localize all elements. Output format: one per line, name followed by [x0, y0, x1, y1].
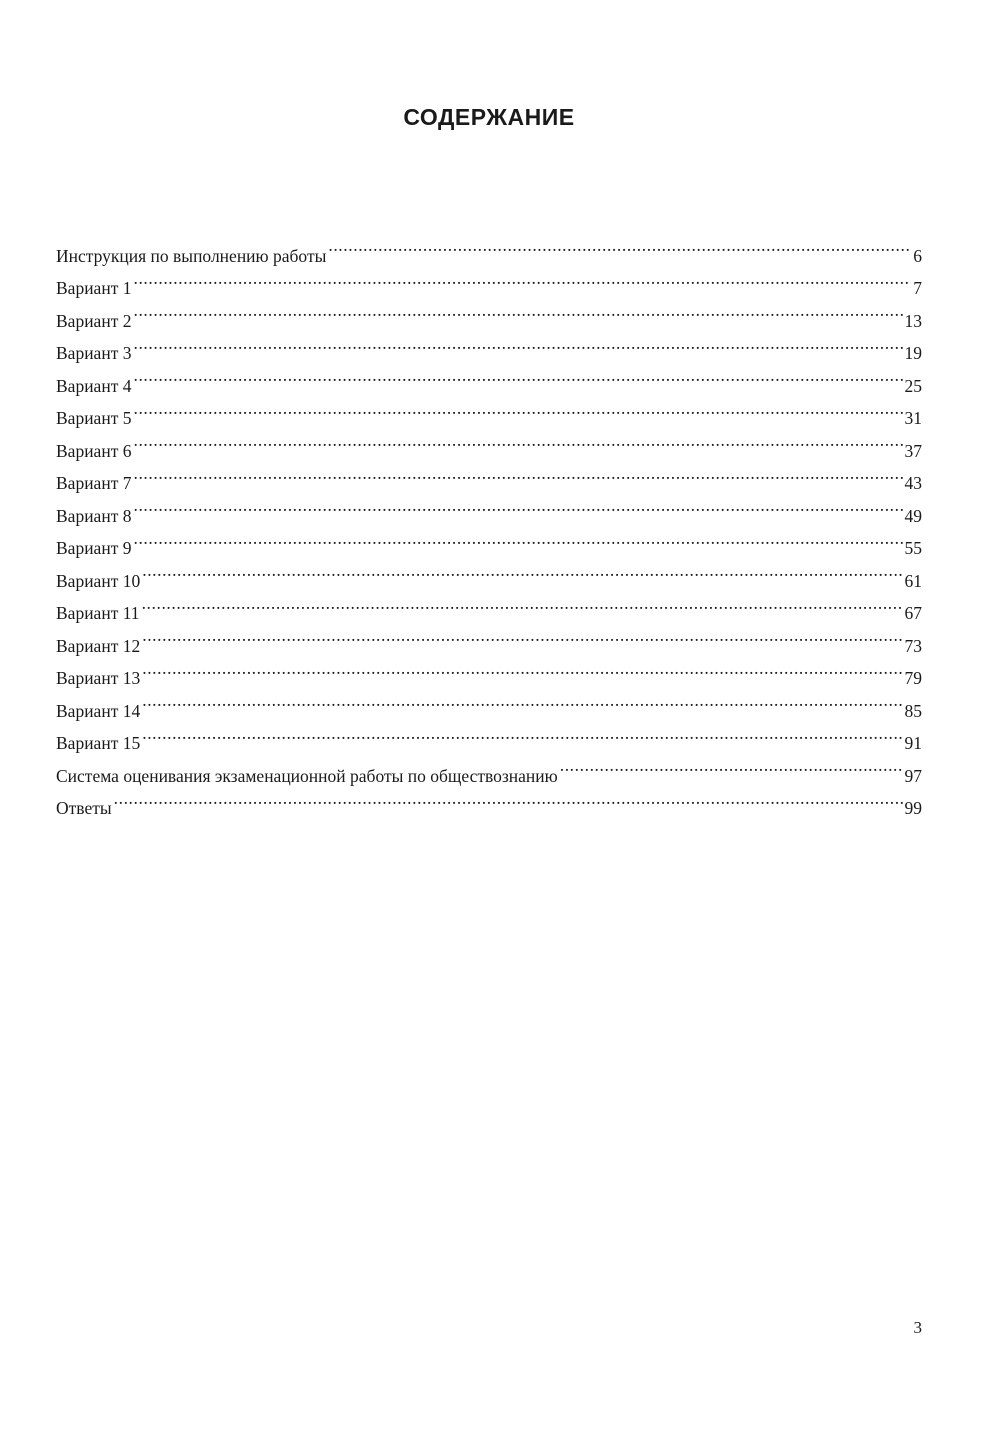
toc-entry-variant-13[interactable]	[56, 652, 922, 688]
toc-dot-leader	[114, 782, 903, 815]
toc-dot-leader	[142, 652, 902, 685]
toc-entry-answers[interactable]	[56, 782, 922, 818]
toc-dot-leader	[133, 392, 902, 425]
toc-entry-variant-8[interactable]	[56, 489, 922, 526]
toc-dot-leader	[133, 294, 902, 327]
page-number: 3	[913, 1318, 922, 1337]
toc-entry-page: 13	[904, 310, 922, 331]
toc-entry-label: Вариант 1	[56, 278, 132, 298]
table-of-contents	[56, 229, 922, 818]
toc-entry-label: Вариант 13	[56, 668, 141, 688]
toc-dot-leader	[133, 359, 902, 392]
toc-dot-leader	[133, 522, 902, 555]
toc-entry-page: 85	[904, 700, 922, 721]
toc-entry-page: 7	[913, 278, 922, 298]
toc-dot-leader	[133, 457, 902, 490]
toc-entry-page: 91	[904, 733, 922, 753]
toc-entry-label: Инструкция по выполнению работы	[56, 245, 327, 266]
toc-entry-label: Вариант 14	[56, 700, 141, 721]
toc-entry-label: Вариант 10	[56, 570, 141, 591]
toc-entry-page: 43	[904, 473, 922, 493]
toc-entry-page: 67	[904, 603, 922, 623]
toc-entry-variant-10[interactable]	[56, 554, 922, 591]
toc-dot-leader	[142, 684, 902, 717]
toc-dot-leader	[133, 424, 902, 457]
toc-entry-label: Вариант 11	[56, 603, 140, 623]
toc-entry-page: 97	[904, 765, 922, 786]
toc-entry-page: 19	[904, 343, 922, 363]
toc-entry-page: 99	[904, 798, 922, 818]
toc-entry-variant-5[interactable]	[56, 392, 922, 428]
toc-entry-variant-2[interactable]	[56, 294, 922, 331]
toc-entry-variant-4[interactable]	[56, 359, 922, 396]
toc-dot-leader	[133, 262, 911, 295]
toc-dot-leader	[142, 587, 903, 620]
toc-entry-label: Вариант 8	[56, 505, 132, 526]
toc-entry-label: Вариант 7	[56, 473, 132, 493]
toc-entry-label: Вариант 4	[56, 375, 132, 396]
page-title: СОДЕРЖАНИЕ	[403, 104, 575, 130]
toc-entry-label: Вариант 15	[56, 733, 141, 753]
toc-dot-leader	[328, 229, 911, 262]
toc-dot-leader	[560, 749, 903, 782]
toc-entry-variant-9[interactable]	[56, 522, 922, 558]
toc-entry-page: 31	[904, 408, 922, 428]
toc-entry-variant-15[interactable]	[56, 717, 922, 753]
toc-entry-page: 6	[913, 245, 922, 266]
toc-entry-variant-6[interactable]	[56, 424, 922, 461]
toc-entry-grading-system[interactable]	[56, 749, 922, 786]
toc-entry-label: Ответы	[56, 798, 112, 818]
toc-entry-variant-1[interactable]	[56, 262, 922, 298]
toc-entry-label: Вариант 6	[56, 440, 132, 461]
toc-dot-leader	[133, 327, 902, 360]
toc-dot-leader	[142, 554, 902, 587]
toc-dot-leader	[142, 717, 902, 750]
toc-entry-page: 55	[904, 538, 922, 558]
toc-entry-label: Вариант 2	[56, 310, 132, 331]
toc-entry-label: Вариант 12	[56, 635, 141, 656]
toc-entry-page: 49	[904, 505, 922, 526]
toc-entry-label: Вариант 3	[56, 343, 132, 363]
toc-entry-variant-11[interactable]	[56, 587, 922, 623]
toc-entry-variant-7[interactable]	[56, 457, 922, 493]
toc-entry-label: Вариант 9	[56, 538, 132, 558]
toc-entry-label: Вариант 5	[56, 408, 132, 428]
toc-entry-page: 73	[904, 635, 922, 656]
toc-dot-leader	[142, 619, 902, 652]
toc-entry-page: 61	[904, 570, 922, 591]
toc-entry-instructions[interactable]	[56, 229, 922, 266]
toc-entry-variant-12[interactable]	[56, 619, 922, 656]
toc-entry-variant-14[interactable]	[56, 684, 922, 721]
toc-entry-variant-3[interactable]	[56, 327, 922, 363]
toc-entry-page: 79	[904, 668, 922, 688]
toc-entry-label: Система оценивания экзаменационной работы по обществознанию	[56, 765, 558, 786]
toc-dot-leader	[133, 489, 902, 522]
toc-entry-page: 37	[904, 440, 922, 461]
toc-entry-page: 25	[904, 375, 922, 396]
